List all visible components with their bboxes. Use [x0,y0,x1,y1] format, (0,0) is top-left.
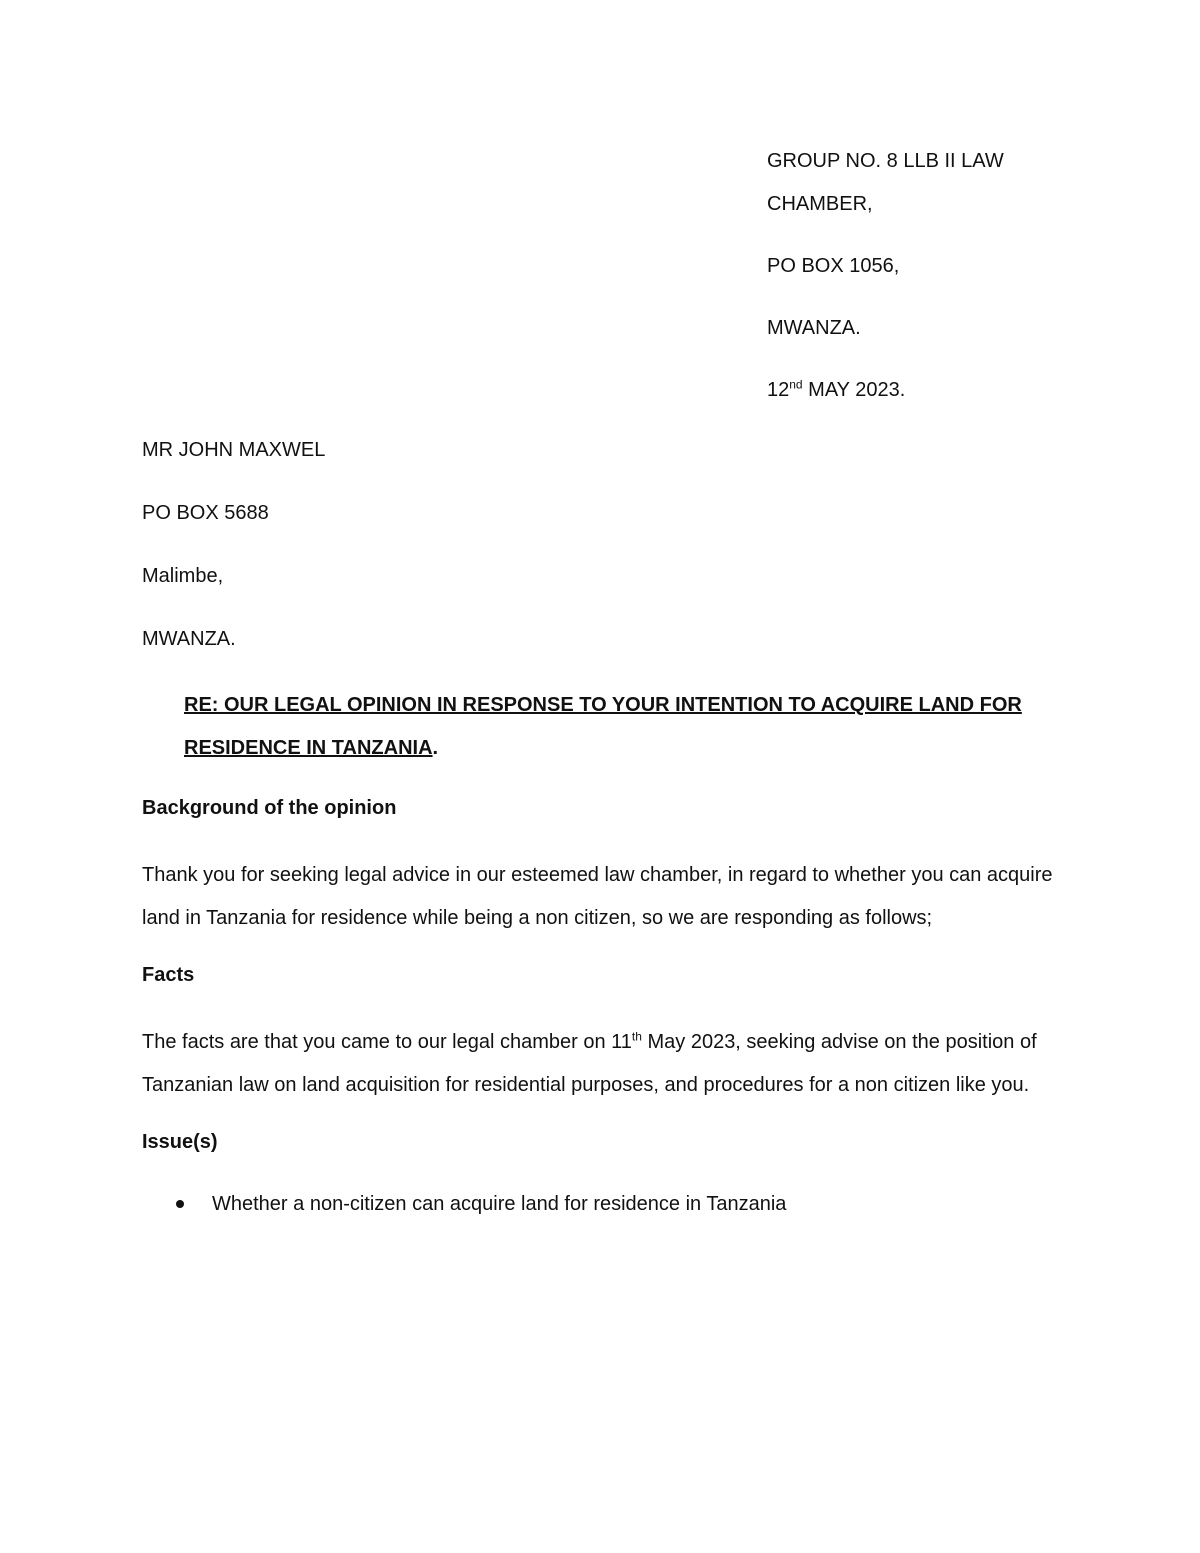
letter-date [767,369,1067,412]
subject-underlined-text: RE: OUR LEGAL OPINION IN RESPONSE TO YOUR INTENTION TO ACQUIRE LAND FOR RESIDENCE IN TANZANIA [184,694,1022,759]
issues-list [142,1188,1062,1220]
sender-name-line2: CHAMBER, [767,193,873,215]
sender-po-box: PO BOX 1056, [767,255,900,277]
subject-line [184,684,1024,770]
spacer [767,226,1067,245]
background-heading: Background of the opinion [142,797,397,819]
spacer [767,288,1067,307]
facts-heading: Facts [142,964,195,986]
date-day: 12 [767,379,790,401]
facts-ordinal-suffix: th [631,1029,642,1044]
list-item [142,1188,1062,1220]
recipient-address-block [142,434,642,686]
recipient-name: MR JOHN MAXWEL [142,439,326,461]
facts-text-after: May 2023, seeking advise on the position of Tanzanian law on land acquisition for residential purposes, and procedures for a non citizen like you. [142,1031,1037,1096]
facts-paragraph [142,1021,1062,1107]
facts-text-before: The facts are that you came to our legal chamber on 11 [142,1031,632,1053]
date-suffix: nd [789,377,803,392]
issue-text: Whether a non-citizen can acquire land for residence in Tanzania [212,1193,787,1215]
spacer [767,350,1067,369]
letter-body [142,792,1062,1220]
sender-city: MWANZA. [767,317,861,339]
recipient-po-box: PO BOX 5688 [142,502,269,524]
sender-name-line1: GROUP NO. 8 LLB II LAW [767,150,1004,172]
date-rest: MAY 2023. [802,379,906,401]
subject-trailing: . [432,737,439,759]
recipient-area: Malimbe, [142,565,224,587]
issues-heading: Issue(s) [142,1131,218,1153]
bullet-icon [176,1200,184,1208]
background-paragraph: Thank you for seeking legal advice in our esteemed law chamber, in regard to whether you can acquire land in Tanzania for residence while being a non citizen, so we are responding as follows; [142,864,1053,929]
sender-address-block [767,140,1067,412]
recipient-city: MWANZA. [142,628,236,650]
